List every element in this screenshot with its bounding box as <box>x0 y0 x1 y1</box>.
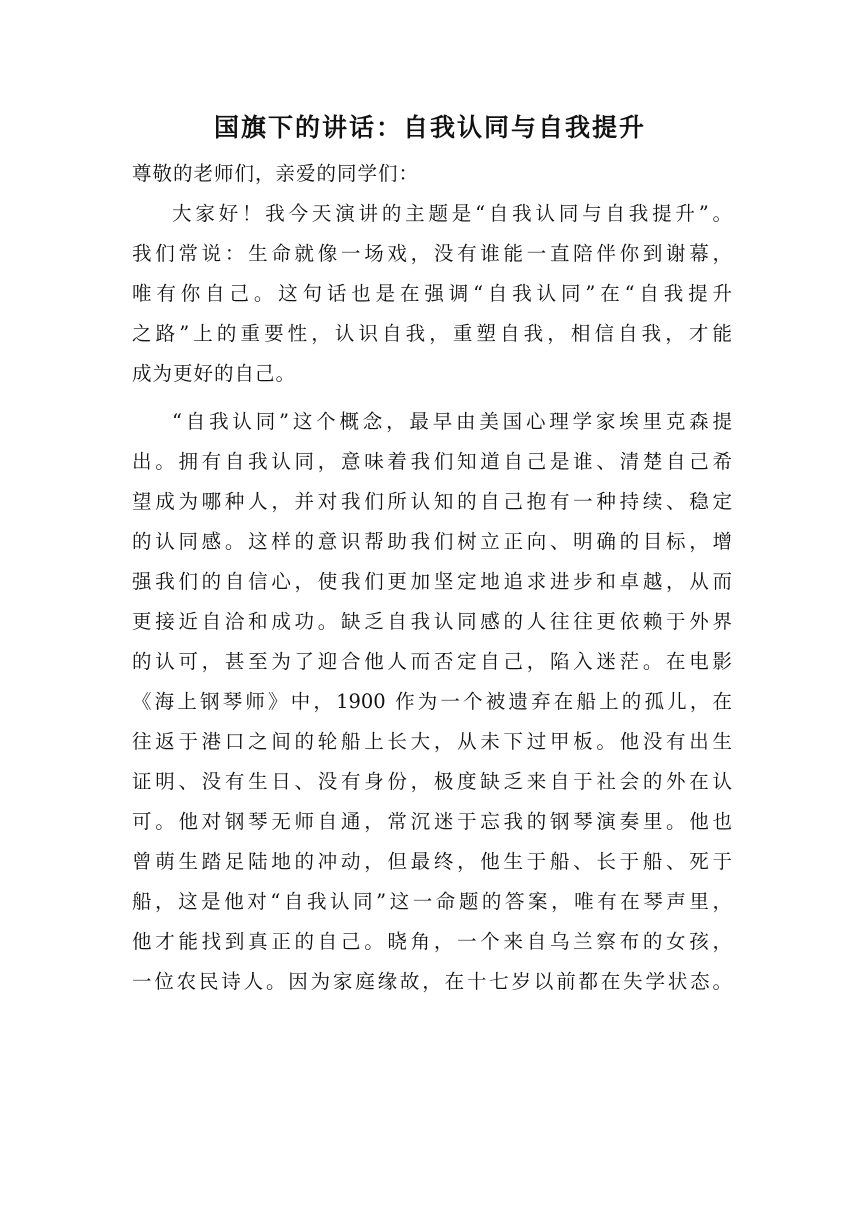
paragraph-1-line-3: 唯有你自己。这句话也是在强调“自我认同”在“自我提升 <box>132 282 732 305</box>
paragraph-1-line-2: 我们常说：生命就像一场戏，没有谁能一直陪伴你到谢幕， <box>132 242 732 265</box>
paragraph-2-line-15: 一位农民诗人。因为家庭缘故，在十七岁以前都在失学状态。 <box>132 970 732 993</box>
paragraph-2-line-13: 船，这是他对“自我认同”这一命题的答案，唯有在琴声里， <box>132 890 732 913</box>
paragraph-2-line-4: 的认同感。这样的意识帮助我们树立正向、明确的目标，增 <box>132 530 732 553</box>
paragraph-2-line-12: 曾萌生踏足陆地的冲动，但最终，他生于船、长于船、死于 <box>132 850 732 873</box>
paragraph-1-line-4: 之路”上的重要性，认识自我，重塑自我，相信自我，才能 <box>132 322 732 345</box>
paragraph-2-line-7: 的认可，甚至为了迎合他人而否定自己，陷入迷茫。在电影 <box>132 650 732 673</box>
paragraph-2-line-11: 可。他对钢琴无师自通，常沉迷于忘我的钢琴演奏里。他也 <box>132 810 732 833</box>
paragraph-2-line-10: 证明、没有生日、没有身份，极度缺乏来自于社会的外在认 <box>132 770 732 793</box>
salutation-line: 尊敬的老师们，亲爱的同学们： <box>132 162 420 185</box>
paragraph-2-line-3: 望成为哪种人，并对我们所认知的自己抱有一种持续、稳定 <box>132 490 732 513</box>
paragraph-1-line-5: 成为更好的自己。 <box>132 362 297 385</box>
paragraph-2-line-8: 《海上钢琴师》中，1900 作为一个被遗弃在船上的孤儿，在 <box>132 690 732 713</box>
paragraph-2-line-1: “自我认同”这个概念，最早由美国心理学家埃里克森提 <box>172 410 732 433</box>
paragraph-2-line-2: 出。拥有自我认同，意味着我们知道自己是谁、清楚自己希 <box>132 450 732 473</box>
paragraph-2-line-9: 往返于港口之间的轮船上长大，从未下过甲板。他没有出生 <box>132 730 732 753</box>
paragraph-2-line-14: 他才能找到真正的自己。晓角，一个来自乌兰察布的女孩， <box>132 930 732 953</box>
paragraph-1-line-1: 大家好！我今天演讲的主题是“自我认同与自我提升”。 <box>172 202 732 225</box>
paragraph-2-line-6: 更接近自洽和成功。缺乏自我认同感的人往往更依赖于外界 <box>132 610 732 633</box>
paragraph-2-line-5: 强我们的自信心，使我们更加坚定地追求进步和卓越，从而 <box>132 570 732 593</box>
document-title: 国旗下的讲话：自我认同与自我提升 <box>213 113 646 142</box>
document-body <box>132 154 732 1002</box>
